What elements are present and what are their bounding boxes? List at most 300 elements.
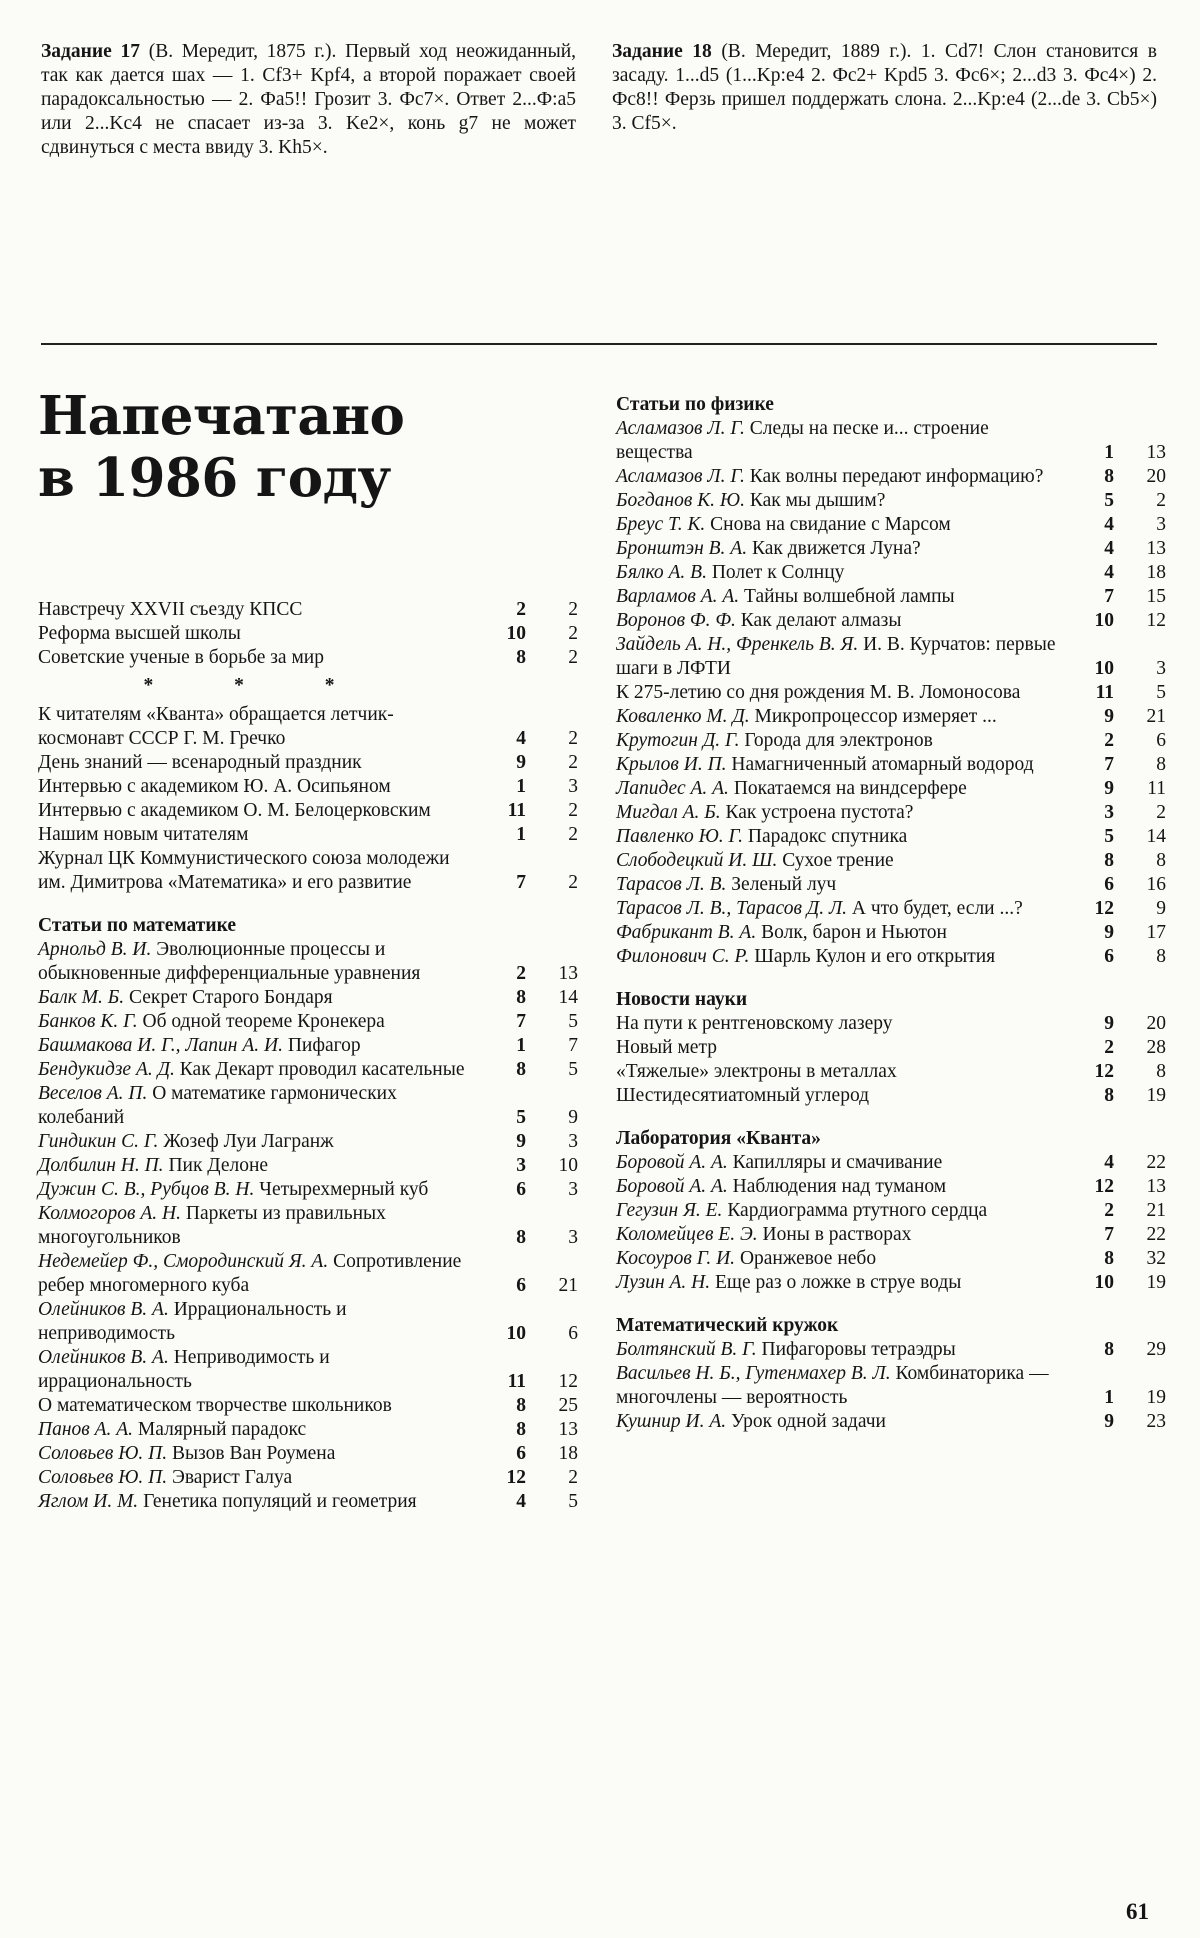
entry-author: Боровой А. А. bbox=[616, 1152, 728, 1173]
entry-author: Бялко А. В. bbox=[616, 562, 707, 583]
entry-page-number: 2 bbox=[568, 800, 578, 821]
entry-author: Веселов А. П. bbox=[38, 1083, 148, 1104]
entry-title: Следы на песке и... строение вещества bbox=[616, 418, 989, 463]
entry-page-number: 3 bbox=[1156, 658, 1166, 679]
index-entry bbox=[616, 1223, 1191, 1247]
entry-author: Олейников В. А. bbox=[38, 1347, 169, 1368]
title-line-2: в 1986 году bbox=[38, 447, 391, 509]
entry-issue-number: 7 bbox=[516, 872, 526, 893]
index-entry bbox=[616, 1175, 1191, 1199]
entry-title: Снова на свидание с Марсом bbox=[710, 514, 951, 535]
entry-title-block bbox=[38, 622, 478, 646]
entry-title-block bbox=[38, 1154, 478, 1178]
index-entry bbox=[38, 646, 578, 670]
index-entry bbox=[616, 897, 1191, 921]
entry-issue-number: 3 bbox=[1104, 802, 1114, 823]
index-entry bbox=[616, 777, 1191, 801]
entry-page-number: 8 bbox=[1156, 1061, 1166, 1082]
entry-issue-number: 1 bbox=[516, 1035, 526, 1056]
entry-title: Города для электронов bbox=[744, 730, 933, 751]
entry-title: Как делают алмазы bbox=[740, 610, 902, 631]
entry-issue-number: 5 bbox=[1104, 490, 1114, 511]
index-entry bbox=[616, 873, 1191, 897]
index-entry bbox=[616, 585, 1191, 609]
entry-author: Косоуров Г. И. bbox=[616, 1248, 736, 1269]
entry-author: Гегузин Я. Е. bbox=[616, 1200, 723, 1221]
entry-title: Парадокс спутника bbox=[747, 826, 908, 847]
entry-title: Полет к Солнцу bbox=[711, 562, 845, 583]
entry-title-block bbox=[616, 1036, 1066, 1060]
section-heading-circle: Математический кружок bbox=[616, 1315, 839, 1336]
entry-title-block bbox=[38, 938, 478, 986]
entry-page-number: 18 bbox=[1146, 562, 1166, 583]
index-entry bbox=[616, 801, 1191, 825]
task-17-label: Задание 17 bbox=[41, 41, 140, 62]
entry-author: Фабрикант В. А. bbox=[616, 922, 757, 943]
entry-title: Покатаемся на виндсерфере bbox=[733, 778, 967, 799]
index-entry bbox=[616, 417, 1191, 465]
entry-title-block bbox=[616, 1151, 1066, 1175]
entry-title-block bbox=[616, 1247, 1066, 1271]
entry-title: Нашим новым читателям bbox=[38, 824, 249, 845]
index-entry bbox=[616, 681, 1191, 705]
entry-title: Тайны волшебной лампы bbox=[744, 586, 955, 607]
entry-page-number: 3 bbox=[568, 1227, 578, 1248]
entry-author: Тарасов Л. В., Тарасов Д. Л. bbox=[616, 898, 848, 919]
entry-title: Иррациональность и неприводимость bbox=[38, 1299, 347, 1344]
entry-title: Генетика популяций и геометрия bbox=[143, 1491, 417, 1512]
entry-author: Гиндикин С. Г. bbox=[38, 1131, 159, 1152]
entry-title: Неприводимость и иррациональность bbox=[38, 1347, 330, 1392]
entry-page-number: 28 bbox=[1146, 1037, 1166, 1058]
entry-title: Эварист Галуа bbox=[171, 1467, 293, 1488]
index-entry bbox=[616, 1036, 1191, 1060]
entry-page-number: 21 bbox=[1146, 1200, 1166, 1221]
entry-title-block bbox=[38, 703, 478, 751]
entry-issue-number: 8 bbox=[1104, 1248, 1114, 1269]
entry-issue-number: 2 bbox=[516, 599, 526, 620]
entry-author: Варламов А. А. bbox=[616, 586, 740, 607]
entry-title-block bbox=[616, 513, 1066, 537]
entry-author: Боровой А. А. bbox=[616, 1176, 728, 1197]
news-entries bbox=[616, 1012, 1191, 1108]
entry-title-block bbox=[38, 646, 478, 670]
entry-title: И. В. Курчатов: первые шаги в ЛФТИ bbox=[616, 634, 1056, 679]
entry-issue-number: 10 bbox=[506, 1323, 526, 1344]
entry-issue-number: 7 bbox=[1104, 754, 1114, 775]
entry-author: Филонович С. Р. bbox=[616, 946, 750, 967]
index-entry bbox=[38, 938, 578, 986]
entry-author: Тарасов Л. В. bbox=[616, 874, 727, 895]
entry-title-block bbox=[616, 585, 1066, 609]
entry-issue-number: 3 bbox=[516, 1155, 526, 1176]
index-entry bbox=[38, 622, 578, 646]
entry-page-number: 29 bbox=[1146, 1339, 1166, 1360]
entry-page-number: 9 bbox=[568, 1107, 578, 1128]
entry-title-block bbox=[616, 1271, 1066, 1295]
entry-author: Крылов И. П. bbox=[616, 754, 727, 775]
entry-page-number: 2 bbox=[568, 824, 578, 845]
entry-issue-number: 4 bbox=[1104, 1152, 1114, 1173]
entry-title: Сопротивление ребер многомерного куба bbox=[38, 1251, 462, 1296]
entry-issue-number: 8 bbox=[516, 1419, 526, 1440]
entry-author: Балк М. Б. bbox=[38, 987, 125, 1008]
entry-title: Как волны передают информацию? bbox=[749, 466, 1044, 487]
entry-title: Новый метр bbox=[616, 1037, 717, 1058]
entry-page-number: 13 bbox=[1146, 442, 1166, 463]
index-entry bbox=[616, 1247, 1191, 1271]
entry-title-block bbox=[38, 1298, 478, 1346]
entry-page-number: 12 bbox=[1146, 610, 1166, 631]
entry-issue-number: 1 bbox=[1104, 442, 1114, 463]
index-entry bbox=[616, 921, 1191, 945]
index-entry bbox=[38, 775, 578, 799]
entry-issue-number: 6 bbox=[516, 1275, 526, 1296]
entry-title-block bbox=[616, 1410, 1066, 1434]
entry-issue-number: 2 bbox=[1104, 1200, 1114, 1221]
entry-page-number: 2 bbox=[568, 623, 578, 644]
entry-page-number: 7 bbox=[568, 1035, 578, 1056]
index-entry bbox=[616, 1084, 1191, 1108]
entry-author: Колмогоров А. Н. bbox=[38, 1203, 181, 1224]
entry-issue-number: 6 bbox=[1104, 874, 1114, 895]
index-entry bbox=[38, 1130, 578, 1154]
entry-title: Жозеф Луи Лагранж bbox=[163, 1131, 334, 1152]
entry-author: Панов А. А. bbox=[38, 1419, 134, 1440]
entry-title-block bbox=[616, 897, 1066, 921]
entry-issue-number: 7 bbox=[516, 1011, 526, 1032]
entry-title-block bbox=[38, 775, 478, 799]
index-entry bbox=[38, 1202, 578, 1250]
entry-title: Пифагор bbox=[287, 1035, 361, 1056]
index-entry bbox=[38, 1058, 578, 1082]
entry-issue-number: 9 bbox=[1104, 706, 1114, 727]
entry-title-block bbox=[616, 1362, 1066, 1410]
entry-page-number: 2 bbox=[568, 599, 578, 620]
entry-issue-number: 9 bbox=[516, 752, 526, 773]
entry-title: Зеленый луч bbox=[731, 874, 837, 895]
entry-issue-number: 8 bbox=[516, 1059, 526, 1080]
entry-title-block bbox=[616, 609, 1066, 633]
index-entry bbox=[616, 1012, 1191, 1036]
entry-page-number: 13 bbox=[1146, 1176, 1166, 1197]
index-entry bbox=[616, 825, 1191, 849]
entry-title-block bbox=[38, 1490, 478, 1514]
index-entry bbox=[38, 1082, 578, 1130]
entry-title: Как Декарт проводил касательные bbox=[179, 1059, 465, 1080]
entry-page-number: 19 bbox=[1146, 1272, 1166, 1293]
entry-page-number: 20 bbox=[1146, 466, 1166, 487]
entry-issue-number: 9 bbox=[516, 1131, 526, 1152]
task-17-text: (В. Мередит, 1875 г.). Первый ход неожиданный, так как дается шах — 1. Cf3+ Kpf4, а второй поражает своей парадоксальностью — 2. Фа5!! Грозит 3. Фс7×. Ответ 2...Ф:а5 или 2...Kc4 не спасает из-за 3. Ke2×, конь g7 не может сдвинуться с места ввиду 3. Kh5×. bbox=[41, 41, 577, 158]
entry-title-block bbox=[616, 753, 1066, 777]
index-entry bbox=[616, 1060, 1191, 1084]
entry-title: Четырехмерный куб bbox=[259, 1179, 429, 1200]
entry-title-block bbox=[616, 849, 1066, 873]
index-entry bbox=[616, 609, 1191, 633]
entry-title-block bbox=[38, 751, 478, 775]
entry-title: Оранжевое небо bbox=[739, 1248, 877, 1269]
entry-author: Банков К. Г. bbox=[38, 1011, 138, 1032]
entry-issue-number: 8 bbox=[516, 1395, 526, 1416]
general-entries bbox=[38, 598, 578, 670]
entry-title: Намагниченный атомарный водород bbox=[731, 754, 1034, 775]
index-entry bbox=[616, 1271, 1191, 1295]
entry-issue-number: 12 bbox=[1094, 1176, 1114, 1197]
entry-issue-number: 7 bbox=[1104, 1224, 1114, 1245]
chess-task-17 bbox=[41, 40, 576, 160]
entry-author: Арнольд В. И. bbox=[38, 939, 152, 960]
entry-title-block bbox=[38, 1010, 478, 1034]
entry-author: Яглом И. М. bbox=[38, 1491, 139, 1512]
entry-page-number: 22 bbox=[1146, 1152, 1166, 1173]
entry-title-block bbox=[616, 705, 1066, 729]
entry-author: Бронштэн В. А. bbox=[616, 538, 748, 559]
index-entry bbox=[38, 1490, 578, 1514]
entry-issue-number: 10 bbox=[506, 623, 526, 644]
entry-issue-number: 7 bbox=[1104, 586, 1114, 607]
entry-issue-number: 12 bbox=[506, 1467, 526, 1488]
index-entry bbox=[38, 751, 578, 775]
index-entry bbox=[616, 465, 1191, 489]
entry-page-number: 17 bbox=[1146, 922, 1166, 943]
entry-page-number: 14 bbox=[1146, 826, 1166, 847]
separator-stars: * * * bbox=[143, 675, 373, 696]
entry-title: А что будет, если ...? bbox=[851, 898, 1023, 919]
index-entry bbox=[38, 1178, 578, 1202]
entry-title-block bbox=[616, 1338, 1066, 1362]
horizontal-divider bbox=[41, 343, 1157, 345]
entry-title: Как движется Луна? bbox=[751, 538, 921, 559]
entry-page-number: 18 bbox=[558, 1443, 578, 1464]
misc-entries bbox=[38, 703, 578, 895]
entry-page-number: 15 bbox=[1146, 586, 1166, 607]
entry-title: Наблюдения над туманом bbox=[732, 1176, 947, 1197]
index-entry bbox=[616, 633, 1191, 681]
circle-entries bbox=[616, 1338, 1191, 1434]
lab-entries bbox=[616, 1151, 1191, 1295]
index-entry bbox=[616, 537, 1191, 561]
entry-issue-number: 9 bbox=[1104, 922, 1114, 943]
entry-author: Долбилин Н. П. bbox=[38, 1155, 164, 1176]
entry-title: О математике гармонических колебаний bbox=[38, 1083, 397, 1128]
entry-page-number: 3 bbox=[568, 1131, 578, 1152]
index-entry bbox=[38, 1394, 578, 1418]
entry-page-number: 2 bbox=[568, 752, 578, 773]
entry-page-number: 32 bbox=[1146, 1248, 1166, 1269]
entry-page-number: 2 bbox=[568, 1467, 578, 1488]
entry-page-number: 12 bbox=[558, 1371, 578, 1392]
entry-page-number: 2 bbox=[568, 647, 578, 668]
entry-title-block bbox=[38, 1178, 478, 1202]
entry-issue-number: 2 bbox=[1104, 1037, 1114, 1058]
entry-page-number: 3 bbox=[568, 1179, 578, 1200]
index-entry bbox=[616, 1199, 1191, 1223]
entry-title-block bbox=[616, 633, 1066, 681]
page-title bbox=[38, 385, 404, 509]
entry-page-number: 5 bbox=[1156, 682, 1166, 703]
entry-title-block bbox=[616, 873, 1066, 897]
entry-page-number: 5 bbox=[568, 1491, 578, 1512]
entry-title: День знаний — всенародный праздник bbox=[38, 752, 362, 773]
section-heading-physics: Статьи по физике bbox=[616, 394, 774, 415]
entry-page-number: 2 bbox=[1156, 802, 1166, 823]
entry-issue-number: 4 bbox=[516, 1491, 526, 1512]
entry-author: Бреус Т. К. bbox=[616, 514, 706, 535]
entry-page-number: 2 bbox=[568, 728, 578, 749]
entry-title: Паркеты из правильных многоугольников bbox=[38, 1203, 386, 1248]
index-entry bbox=[616, 1410, 1191, 1434]
entry-title-block bbox=[38, 1442, 478, 1466]
entry-title-block bbox=[616, 1175, 1066, 1199]
entry-page-number: 16 bbox=[1146, 874, 1166, 895]
entry-issue-number: 4 bbox=[1104, 514, 1114, 535]
entry-issue-number: 8 bbox=[1104, 466, 1114, 487]
entry-issue-number: 1 bbox=[516, 776, 526, 797]
index-entry bbox=[38, 1298, 578, 1346]
index-entry bbox=[38, 1442, 578, 1466]
entry-issue-number: 12 bbox=[1094, 898, 1114, 919]
entry-page-number: 13 bbox=[558, 963, 578, 984]
entry-author: Дужин С. В., Рубцов В. Н. bbox=[38, 1179, 255, 1200]
entry-page-number: 5 bbox=[568, 1011, 578, 1032]
entry-title-block bbox=[616, 537, 1066, 561]
entry-author: Лапидес А. А. bbox=[616, 778, 729, 799]
index-entry bbox=[38, 1154, 578, 1178]
index-entry bbox=[616, 1151, 1191, 1175]
entry-title: Об одной теореме Кронекера bbox=[142, 1011, 385, 1032]
entry-title: Ионы в растворах bbox=[762, 1224, 912, 1245]
entry-title: Журнал ЦК Коммунистического союза молодежи им. Димитрова «Математика» и его развитие bbox=[38, 848, 450, 893]
entry-title-block bbox=[38, 799, 478, 823]
index-entry bbox=[38, 1418, 578, 1442]
entry-title: Секрет Старого Бондаря bbox=[129, 987, 333, 1008]
entry-page-number: 2 bbox=[1156, 490, 1166, 511]
entry-title-block bbox=[38, 1058, 478, 1082]
chess-task-18 bbox=[612, 40, 1157, 136]
entry-author: Крутогин Д. Г. bbox=[616, 730, 740, 751]
entry-title-block bbox=[38, 1034, 478, 1058]
section-heading-news: Новости науки bbox=[616, 989, 748, 1010]
entry-title: Капилляры и смачивание bbox=[732, 1152, 943, 1173]
entry-page-number: 6 bbox=[1156, 730, 1166, 751]
entry-title-block bbox=[38, 1202, 478, 1250]
entry-author: Башмакова И. Г., Лапин А. И. bbox=[38, 1035, 283, 1056]
entry-issue-number: 9 bbox=[1104, 778, 1114, 799]
entry-issue-number: 11 bbox=[507, 800, 526, 821]
entry-page-number: 3 bbox=[1156, 514, 1166, 535]
index-entry bbox=[38, 1250, 578, 1298]
index-entry bbox=[38, 1034, 578, 1058]
page-number: 61 bbox=[1126, 1899, 1149, 1924]
entry-issue-number: 2 bbox=[1104, 730, 1114, 751]
index-entry bbox=[38, 1010, 578, 1034]
entry-title: Советские ученые в борьбе за мир bbox=[38, 647, 324, 668]
entry-title: Малярный парадокс bbox=[137, 1419, 307, 1440]
entry-issue-number: 9 bbox=[1104, 1013, 1114, 1034]
entry-issue-number: 1 bbox=[516, 824, 526, 845]
entry-title: Шарль Кулон и его открытия bbox=[754, 946, 996, 967]
entry-title: К читателям «Кванта» обращается летчик-космонавт СССР Г. М. Гречко bbox=[38, 704, 394, 749]
entry-title: Реформа высшей школы bbox=[38, 623, 241, 644]
entry-author: Соловьев Ю. П. bbox=[38, 1467, 168, 1488]
entry-title-block bbox=[38, 1394, 478, 1418]
entry-title-block bbox=[616, 1223, 1066, 1247]
entry-title: Шестидесятиатомный углерод bbox=[616, 1085, 870, 1106]
entry-author: Недемейер Ф., Смородинский Я. А. bbox=[38, 1251, 329, 1272]
entry-author: Зайдель А. Н., Френкель В. Я. bbox=[616, 634, 859, 655]
entry-title-block bbox=[38, 847, 478, 895]
index-entry bbox=[38, 986, 578, 1010]
entry-title-block bbox=[38, 1082, 478, 1130]
index-entry bbox=[616, 753, 1191, 777]
entry-title: Волк, барон и Ньютон bbox=[761, 922, 947, 943]
entry-issue-number: 8 bbox=[516, 987, 526, 1008]
entry-issue-number: 10 bbox=[1094, 658, 1114, 679]
entry-issue-number: 6 bbox=[516, 1443, 526, 1464]
index-left-column bbox=[38, 598, 578, 1514]
entry-title: Интервью с академиком О. М. Белоцерковским bbox=[38, 800, 431, 821]
entry-page-number: 11 bbox=[1147, 778, 1166, 799]
entry-title: Вызов Ван Роумена bbox=[171, 1443, 336, 1464]
entry-title-block bbox=[616, 1012, 1066, 1036]
entry-title-block bbox=[616, 465, 1066, 489]
entry-issue-number: 4 bbox=[1104, 538, 1114, 559]
index-right-column bbox=[616, 393, 1191, 1434]
entry-title-block bbox=[616, 561, 1066, 585]
entry-title: «Тяжелые» электроны в металлах bbox=[616, 1061, 897, 1082]
index-entry bbox=[616, 945, 1191, 969]
entry-title: Еще раз о ложке в струе воды bbox=[715, 1272, 962, 1293]
entry-title-block bbox=[616, 1084, 1066, 1108]
index-entry bbox=[616, 489, 1191, 513]
entry-issue-number: 6 bbox=[516, 1179, 526, 1200]
entry-page-number: 6 bbox=[568, 1323, 578, 1344]
entry-title-block bbox=[616, 681, 1066, 705]
index-entry bbox=[616, 729, 1191, 753]
entry-author: Павленко Ю. Г. bbox=[616, 826, 743, 847]
entry-author: Соловьев Ю. П. bbox=[38, 1443, 168, 1464]
entry-page-number: 8 bbox=[1156, 946, 1166, 967]
entry-title-block bbox=[38, 1418, 478, 1442]
entry-title-block bbox=[616, 489, 1066, 513]
entry-issue-number: 1 bbox=[1104, 1387, 1114, 1408]
entry-title-block bbox=[616, 825, 1066, 849]
entry-title: Эволюционные процессы и обыкновенные дифференциальные уравнения bbox=[38, 939, 421, 984]
index-entry bbox=[38, 847, 578, 895]
entry-page-number: 14 bbox=[558, 987, 578, 1008]
index-entry bbox=[616, 513, 1191, 537]
entry-title: Сухое трение bbox=[782, 850, 894, 871]
index-entry bbox=[616, 1362, 1191, 1410]
entry-issue-number: 9 bbox=[1104, 1411, 1114, 1432]
entry-issue-number: 5 bbox=[1104, 826, 1114, 847]
entry-page-number: 13 bbox=[558, 1419, 578, 1440]
entry-issue-number: 2 bbox=[516, 963, 526, 984]
entry-author: Коломейцев Е. Э. bbox=[616, 1224, 758, 1245]
entry-author: Богданов К. Ю. bbox=[616, 490, 745, 511]
entry-title: Интервью с академиком Ю. А. Осипьяном bbox=[38, 776, 391, 797]
entry-title: Кардиограмма ртутного сердца bbox=[727, 1200, 988, 1221]
index-entry bbox=[38, 1346, 578, 1394]
entry-issue-number: 10 bbox=[1094, 1272, 1114, 1293]
entry-page-number: 20 bbox=[1146, 1013, 1166, 1034]
entry-page-number: 21 bbox=[1146, 706, 1166, 727]
task-18-label: Задание 18 bbox=[612, 41, 712, 62]
index-entry bbox=[616, 705, 1191, 729]
entry-title: Пик Делоне bbox=[168, 1155, 269, 1176]
entry-title-block bbox=[38, 1346, 478, 1394]
